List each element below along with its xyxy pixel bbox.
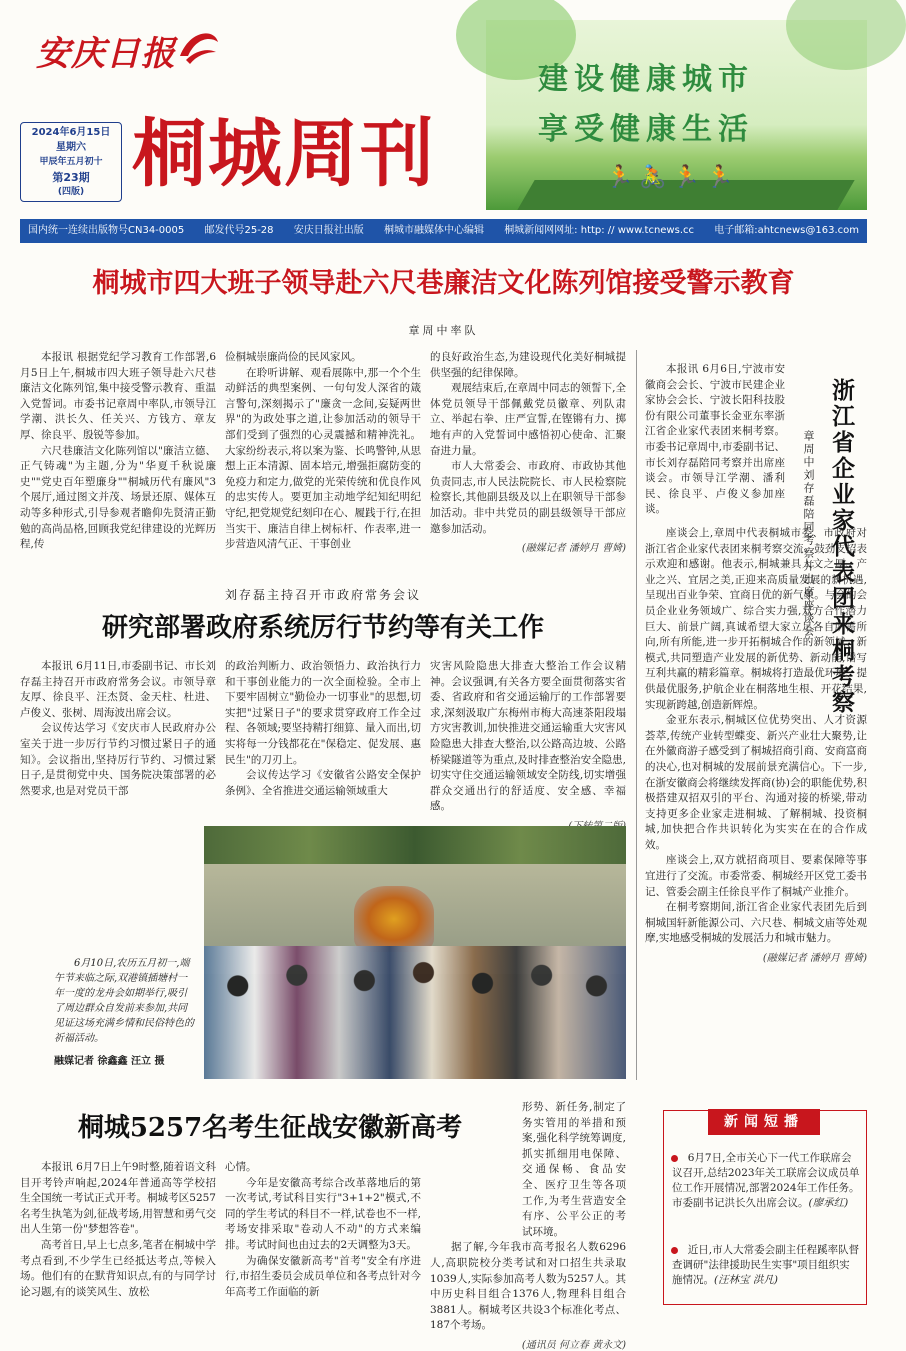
health-city-banner	[486, 20, 867, 210]
article2-para: 灾害风险隐患大排查大整治工作会议精神。会议强调,有关各方要全面贯彻落实省委、省政府和省交通运输厅的工作部署要求,深刻汲取广东梅州市梅大高速茶阳段塌方灾害教训,加快推进交通运输重大灾害风险隐患大排查大整治,以公路高边坡、公路桥梁隧道等为重点,及时排查整治安全隐患,切实守住交通运输领域安全防线,切实增强群众交通出行的舒适度、安全感、幸福感。	[430, 660, 626, 813]
banner-runners: 🏃🚴🏃🏃	[606, 165, 740, 190]
article1-title: 桐城市四大班子领导赴六尺巷廉洁文化陈列馆接受警示教育	[92, 268, 795, 299]
brief-text	[672, 1243, 860, 1288]
info-bar	[20, 219, 867, 243]
sidebar-body-top	[645, 362, 785, 518]
sidebar-para: 金亚东表示,桐城区位优势突出、人才资源荟萃,传统产业转型蝶变、新兴产业壮大聚势,让在外徽商游子感受到了桐城招商引商、安商富商的决心,也对桐城的发展前景充满信心。下一步,在浙安徽商会将继续发挥商(协)会的职能优势,积极搭建双招双引的平台、沟通对接的桥梁,带动支持更多企业家走进桐城、了解桐城、投资桐城,加快把合作共识转化为实实在在的合作成效。	[645, 714, 867, 851]
sidebar-divider	[636, 350, 637, 1080]
brief-1-text: 6月7日,全市关心下一代工作联席会议召开,总结2023年关工联席会议成员单位工作开展情况,部署2024年工作任务。市委副书记洪长久出席会议。	[672, 1152, 860, 1209]
weekly-title: 桐城周刊	[132, 111, 436, 197]
info-web: 桐城新闻网网址: http: // www.tcnews.cc	[504, 225, 694, 236]
news-briefs-header: 新闻短播	[708, 1109, 820, 1135]
paper-logo: 安庆日报	[36, 34, 176, 74]
sidebar-para: 座谈会上,双方就招商项目、要素保障等事宜进行了交流。市委常委、桐城经开区党工委书记、管委会副主任徐良平作了桐城产业推介。	[645, 854, 867, 898]
masthead	[0, 0, 887, 215]
photo-trees	[204, 826, 626, 866]
article3-para: 高考首日,早上七点多,笔者在桐城中学考点看到,不少学生已经抵达考点,等候入场。他们有的在默背知识点,有的与同学讨论习题,有的谈笑风生、放松	[20, 1238, 216, 1298]
issue-pages: (四版)	[57, 187, 85, 197]
article3-byline: (通讯员 何立春 黄永文)	[521, 1339, 626, 1351]
article1-col-1	[20, 350, 216, 553]
article1-para: 在聆听讲解、观看展陈中,那一个个生动鲜活的典型案例、一句句发人深省的箴言警句,深刻揭示了"廉贪一念间,妄疑两世界"的为政处事之道,让参加活动的领导干部们受到了强烈的心灵震撼和精神洗礼。大家纷纷表示,将以案为鉴、长鸣警钟,从思想上正本清源、固本培元,增强拒腐防变的免疫力和定力,做党的光荣传统和优良作风的忠实传人。要更加主动地学纪知纪明纪守纪,把党规党纪刻印在心、履践于行,在担当实干、廉洁自律上树标杆、作表率,进一步营造风清气正、干事创业	[225, 366, 421, 551]
brief-2-byline: (汪林宝 洪凡)	[714, 1274, 779, 1286]
issue-weekday: 星期六	[56, 142, 86, 153]
article3-para: 据了解,今年我市高考报名人数6296人,高职院校分类考试和对口招生共录取1039人,实际参加高考人数为5257人。其中历史科目组合1376人,物理科目组合3881人。桐城考区共设3个标准化考点、187个考场。	[430, 1241, 626, 1332]
article1-para: 俭桐城崇廉尚俭的民风家风。	[225, 351, 362, 363]
photo-caption-block	[54, 956, 194, 1067]
brief-1-byline: (廖承红)	[808, 1197, 849, 1209]
article3-col-2	[225, 1160, 421, 1300]
banner-leaves-right	[786, 0, 906, 70]
brief-text	[672, 1151, 860, 1211]
bullet-icon	[671, 1155, 678, 1162]
dragon-boat-photo	[204, 826, 626, 1079]
sidebar-title: 浙江省企业家代表团来桐考察	[828, 378, 855, 716]
bullet-icon	[671, 1247, 678, 1254]
issue-number: 第23期	[52, 171, 90, 184]
article2-kicker: 刘存磊主持召开市政府常务会议	[224, 588, 421, 602]
info-email: 电子邮箱:ahtcnews@163.com	[714, 225, 859, 236]
article3-para: 今年是安徽高考综合改革落地后的第一次考试,考试科目实行"3+1+2"模式,不同的学生考试的科目不一样,试卷也不一样,考场安排采取"卷动人不动"的方式来编排。考试时间也由过去的2天调整为3天。	[225, 1176, 421, 1251]
article2-col-2	[225, 659, 421, 799]
brief-item	[672, 1151, 860, 1211]
sidebar-subtitle: 章周中刘存磊陪同考察并出席座谈会	[802, 430, 815, 638]
logo-swoosh-icon	[176, 26, 222, 66]
article1-author: 章周中率队	[408, 324, 479, 337]
article3-col-1	[20, 1160, 216, 1300]
article2-para: 本报讯 6月11日,市委副书记、市长刘存磊主持召开市政府常务会议。市领导章友厚、徐良平、汪杰贤、金天柱、杜进、卢俊义、张树、周海波出席会议。	[20, 660, 216, 719]
info-post: 邮发代号25-28	[204, 225, 274, 236]
article2-para: 会议传达学习《安徽省公路安全保护条例》、全省推进交通运输领域重大	[225, 769, 421, 797]
article3-para: 为确保安徽新高考"首考"安全有序进行,市招生委员会成员单位和各考点针对今年高考工作面临的新	[225, 1254, 421, 1298]
news-briefs-box	[663, 1110, 867, 1305]
article1-para: 市人大常委会、市政府、市政协其他负责同志,市人民法院院长、市人民检察院检察长,其他副县级及以上在职领导干部参加活动。非中共党员的副县级领导干部应邀参加活动。	[430, 460, 626, 535]
sidebar-para: 座谈会上,章周中代表桐城市委、市政府对浙江省企业家代表团来桐考察交流、鼓劲支招表示欢迎和感谢。他表示,桐城兼具人文之厚、产业之兴、宜居之美,正迎来高质量发展的新机遇,呈现出百业争荣、宜商日优的新气象。与会的会员企业业务领域广、综合实力强,双方合作潜力巨大、前景广阔,真诚希望大家立足各自所需所向,所有所能,进一步开拓桐城合作的新领域、新模式,共同塑造产业发展的新优势、新动能,谱写互利共赢的精彩篇章。桐城将打造最优环境、提供最优服务,护航企业在桐落地生根、开花结果,实现新跨越,创造新辉煌。	[645, 527, 867, 711]
article1-col-2	[225, 350, 421, 553]
article3-col-3	[430, 1100, 626, 1351]
sidebar-para: 在桐考察期间,浙江省企业家代表团先后到桐城国轩新能源公司、六尺巷、桐城文庙等处观摩,实地感受桐城的发展活力和城市魅力。	[645, 901, 867, 945]
issue-lunar: 甲辰年五月初十	[39, 157, 103, 167]
article2-title: 研究部署政府系统厉行节约等有关工作	[101, 613, 544, 643]
article2-col-3	[430, 659, 626, 832]
info-editor: 桐城市融媒体中心编辑	[383, 225, 484, 236]
photo-crowd	[204, 946, 626, 1079]
photo-caption: 6月10日,农历五月初一,端午节来临之际,双港镇插塘村一年一度的龙舟会如期举行,吸引了周边群众自发前来参加,共同见证这场充满乡情和民俗特色的祈福活动。	[54, 958, 194, 1044]
article1-byline: (融媒记者 潘婷月 曹婍)	[521, 543, 626, 555]
sidebar-byline: (融媒记者 潘婷月 曹婍)	[762, 953, 867, 965]
article3-title: 桐城5257名考生征战安徽新高考	[77, 1113, 463, 1143]
article3-para: 形势、新任务,制定了务实管用的举措和预案,强化科学统筹调度,抓实抓细用电保障、交通保畅、食品安全、医疗卫生等各项工作,为考生营造安全有序、公平公正的考试环境。	[522, 1101, 626, 1238]
article2-col-1	[20, 659, 216, 799]
sidebar-body	[645, 526, 867, 964]
info-publisher: 安庆日报社出版	[293, 225, 364, 236]
info-cn: 国内统一连续出版物号CN34-0005	[28, 225, 185, 236]
article1-para: 观展结束后,在章周中同志的领誓下,全体党员领导干部佩戴党员徽章、列队肃立、举起右拳、庄严宣誓,在铿锵有力、掷地有声的入党誓词中感悟初心使命、汇聚奋进力量。	[430, 382, 626, 457]
article1-para: 的良好政治生态,为建设现代化美好桐城提供坚强的纪律保障。	[430, 351, 626, 379]
brief-item	[672, 1243, 860, 1288]
article1-para: 六尺巷廉洁文化陈列馆以"廉洁立德、正气铸魂"为主题,分为"华夏千秋说廉史""党史百年塑廉身""桐城历代有廉风"3个展厅,通过图文并茂、场景还原、媒体互动等多种形式,引导参观者瞻仰先贤清正勤勉的高尚品格,回顾我党纪律建设的光辉历程,传	[20, 444, 216, 551]
dragon-boat	[354, 886, 434, 952]
article2-para: 的政治判断力、政治领悟力、政治执行力和干事创业能力的一次全面检验。全市上下要牢固树立"勤俭办一切事业"的思想,切实把"过紧日子"的要求贯穿政府工作全过程、各领域;要坚持精打细算、量入而出,切实将每一分钱都花在"保稳定、促发展、惠民生"的刀刃上。	[225, 660, 421, 766]
article2-para: 会议传达学习《安庆市人民政府办公室关于进一步厉行节约习惯过紧日子的通知》。会议指出,坚持厉行节约、习惯过紧日子,是贯彻党中央、国务院决策部署的必然要求,也是对党员干部	[20, 722, 216, 797]
issue-date: 2024年6月15日	[31, 127, 111, 138]
article1-col-3	[430, 350, 626, 554]
sidebar-para: 本报讯 6月6日,宁波市安徽商会会长、宁波市民建企业家协会会长、宁波长阳科技股份有限公司董事长金亚东率浙江省企业家代表团来桐考察。市委书记章周中,市委副书记、市长刘存磊陪同考察并出席座谈会。市领导江学潮、潘利民、徐良平、卢俊义参加座谈。	[645, 363, 785, 516]
article3-para: 心情。	[225, 1161, 257, 1173]
date-box	[20, 122, 122, 202]
brief-2-text: 近日,市人大常委会副主任程蹊率队督查调研"法律援助民生实事"项目组织实施情况。	[672, 1244, 860, 1286]
article1-para: 本报讯 根据党纪学习教育工作部署,6月5日上午,桐城市四大班子领导赴六尺巷廉洁文化陈列馆,集中接受警示教育、重温入党誓词。市委书记章周中率队,市领导江学潮、洪长久、任关兴、方钱方、章友厚、徐良平、殷锐等参加。	[20, 351, 216, 441]
banner-line-1: 建设健康城市	[538, 62, 754, 97]
photo-credit: 融媒记者 徐鑫鑫 汪立 摄	[54, 1056, 165, 1067]
article3-para: 本报讯 6月7日上午9时整,随着语文科目开考铃声响起,2024年普通高等学校招生全国统一考试正式开考。桐城考区5257名考生执笔为剑,征战考场,用智慧和勇气交出人生第一份"梦想答卷"。	[20, 1161, 216, 1236]
banner-line-2: 享受健康生活	[538, 112, 754, 147]
